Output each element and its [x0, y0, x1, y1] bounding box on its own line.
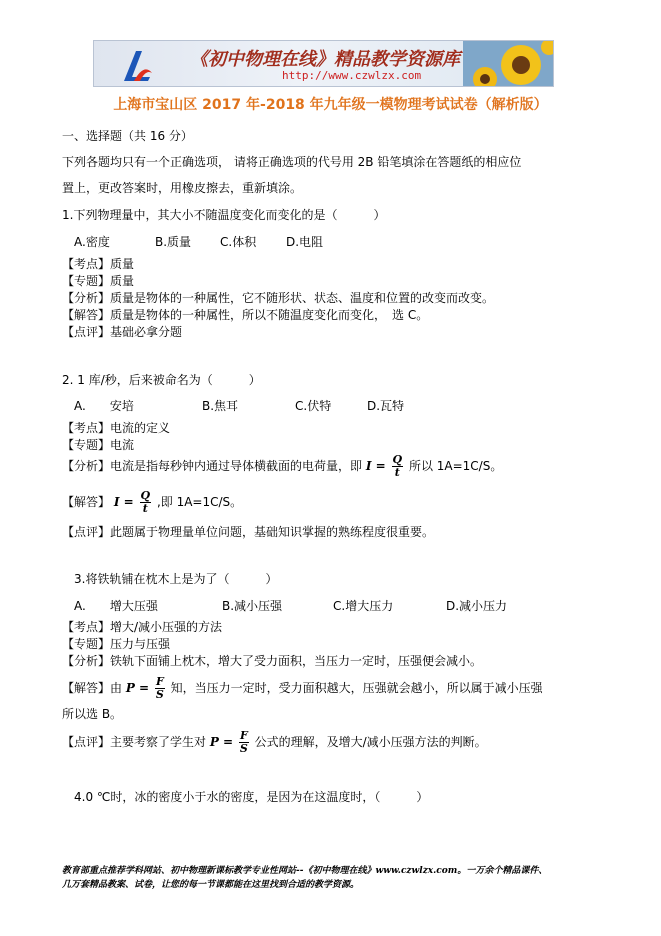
q3-jieda-label: 【解答】由: [62, 681, 123, 695]
formula-current-denominator-2: t: [142, 502, 148, 515]
question-1-option-c: C.体积: [220, 235, 257, 249]
footer-line-1: 教育部重点推荐学科网站、初中物理新课标教学专业性网站--《初中物理在线》www.czwlzx.com。一万余个精品课件、: [62, 866, 548, 876]
q1-jieda: 【解答】质量是物体的一种属性，所以不随温度变化而变化， 选 C。: [62, 308, 429, 322]
q3-jieda-line-2: 所以选 B。: [62, 707, 123, 721]
section-heading: 一、选择题（共 16 分）: [62, 129, 193, 143]
q2-fenxi: [62, 454, 502, 479]
question-3-stem: 3.将铁轨铺在枕木上是为了（ ）: [74, 572, 278, 586]
q1-dianping: 【点评】基础必拿分题: [62, 325, 183, 339]
q2-dianping: 【点评】此题属于物理量单位问题，基础知识掌握的熟练程度很重要。: [62, 525, 435, 539]
formula-current-numerator-2: Q: [140, 489, 151, 502]
footer-line-2: 几万套精品教案、试卷，让您的每一节课都能在这里找到合适的教学资源。: [62, 880, 360, 890]
formula-pressure-fraction-2: [239, 730, 249, 755]
q3-fenxi: 【分析】铁轨下面铺上枕木，增大了受力面积，当压力一定时，压强便会减小。: [62, 654, 483, 668]
question-2-stem: 2. 1 库/秒，后来被命名为（ ）: [62, 373, 261, 387]
q1-zhuanti: 【专题】质量: [62, 274, 135, 288]
formula-pressure-denominator-2: S: [239, 742, 248, 755]
formula-current-numerator: Q: [392, 453, 403, 466]
q3-zhuanti: 【专题】压力与压强: [62, 637, 171, 651]
question-3-option-d: D.减小压力: [446, 599, 508, 613]
question-3-option-c: C.增大压力: [333, 599, 394, 613]
q3-jieda-text: 知，当压力一定时，受力面积越大，压强就会越小，所以属于减小压强: [170, 681, 543, 695]
q2-jieda-result: ,即 1A=1C/S。: [156, 495, 243, 509]
question-1-option-b: B.质量: [155, 235, 192, 249]
question-2-option-d: D.瓦特: [367, 399, 405, 413]
instruction-line-1: 下列各题均只有一个正确选项， 请将正确选项的代号用 2B 铅笔填涂在答题纸的相应位: [62, 155, 522, 169]
banner-title: 《初中物理在线》精品教学资源库: [190, 49, 460, 70]
question-3-option-a: A. 增大压强: [74, 599, 158, 613]
question-2-option-a: A. 安培: [74, 399, 134, 413]
site-logo-icon: [120, 47, 154, 83]
formula-current-denominator: t: [394, 466, 400, 479]
question-2-option-b: B.焦耳: [202, 399, 239, 413]
q2-jieda: [62, 490, 242, 515]
question-2-option-c: C.伏特: [295, 399, 332, 413]
formula-pressure-denominator: S: [155, 688, 164, 701]
formula-pressure-lhs: P =: [125, 681, 150, 695]
question-4-stem: 4.0 ℃时，冰的密度小于水的密度，是因为在这温度时，（ ）: [74, 790, 429, 804]
q2-fenxi-text: 【分析】电流是指每秒钟内通过导体横截面的电荷量，即: [62, 459, 363, 473]
question-1-option-a: A.密度: [74, 235, 110, 249]
document-title: 上海市宝山区 2017 年-2018 年九年级一模物理考试试卷（解析版）: [113, 97, 548, 113]
q3-kaodian: 【考点】增大/减小压强的方法: [62, 620, 223, 634]
page-footer: [62, 864, 547, 892]
q2-fenxi-result: 所以 1A=1C/S。: [408, 459, 503, 473]
q2-kaodian: 【考点】电流的定义: [62, 421, 171, 435]
question-1-option-d: D.电阻: [286, 235, 324, 249]
instruction-line-2: 置上，更改答案时，用橡皮擦去，重新填涂。: [62, 181, 303, 195]
q3-dianping-text: 公式的理解，及增大/减小压强方法的判断。: [254, 735, 487, 749]
q3-jieda: [62, 676, 543, 701]
formula-current-fraction-2: [140, 490, 152, 515]
formula-pressure-numerator-2: F: [239, 729, 248, 742]
sunflower-image: [463, 41, 553, 87]
q2-jieda-label: 【解答】: [62, 495, 111, 509]
formula-pressure-lhs-2: P =: [209, 735, 234, 749]
formula-pressure-fraction: [155, 676, 165, 701]
banner-url[interactable]: http://www.czwlzx.com: [282, 69, 422, 82]
formula-pressure-numerator: F: [155, 675, 164, 688]
question-1-stem: 1.下列物理量中，其大小不随温度变化而变化的是（ ）: [62, 208, 386, 222]
formula-current-fraction: [392, 454, 404, 479]
q3-dianping-label: 【点评】主要考察了学生对: [62, 735, 207, 749]
formula-current-lhs-2: I =: [113, 495, 134, 509]
formula-current-lhs: I =: [365, 459, 386, 473]
question-3-option-b: B.减小压强: [222, 599, 283, 613]
q1-kaodian: 【考点】质量: [62, 257, 135, 271]
q2-zhuanti: 【专题】电流: [62, 438, 135, 452]
q1-fenxi: 【分析】质量是物体的一种属性，它不随形状、状态、温度和位置的改变而改变。: [62, 291, 495, 305]
header-banner: [93, 40, 554, 87]
q3-dianping: [62, 730, 487, 755]
